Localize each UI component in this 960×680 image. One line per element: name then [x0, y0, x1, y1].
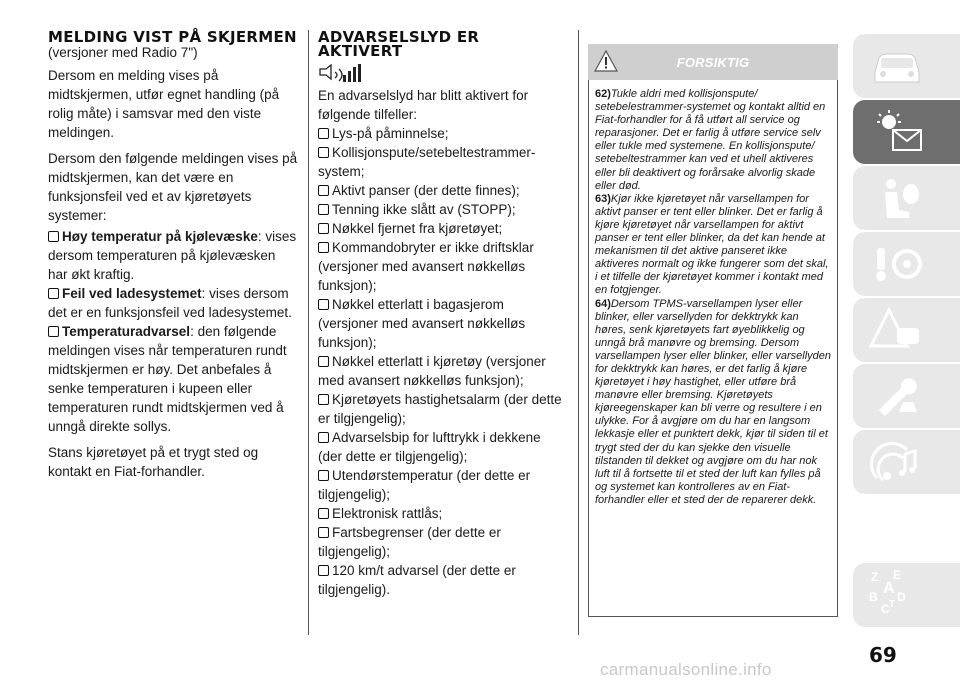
warning-note-64 [595, 298, 831, 508]
heading-advarselslyd: ADVARSELSLYD ER AKTIVERT [318, 28, 480, 60]
list-item [318, 561, 566, 599]
note-number: 62) [595, 88, 611, 100]
list-item [318, 219, 566, 238]
bullet-box-icon [318, 242, 329, 253]
bullet-box-icon [318, 204, 329, 215]
svg-text:T: T [889, 599, 896, 610]
car-icon [867, 42, 927, 90]
warning-note-62 [595, 88, 831, 193]
bullet-box-icon [318, 432, 329, 443]
bullet-box-icon [318, 565, 329, 576]
warning-note-63 [595, 193, 831, 298]
bullet-box-icon [318, 147, 329, 158]
note-text: Tukle aldri med kollisjonspute/ setebelestrammer-systemet og kontakt alltid en Fiat-forhandler for å få utført all service og reparasjoner. Det er farlig å utføre service selv eller tukle med systemene. En kollisjonspute/ setebeltestrammer kan ved et uhell aktiveres eller bli deaktivert og forårsake alvorlig skade eller død. [595, 88, 826, 192]
tab-safety[interactable] [853, 166, 960, 230]
item-text: Utendørstemperatur (der dette er tilgjengelig); [318, 468, 531, 502]
item-text: Aktivt panser (der dette finnes); [332, 183, 520, 198]
item-title: Feil ved ladesystemet [62, 286, 202, 301]
paragraph-stop-vehicle: Stans kjøretøyet på et trygt sted og kontakt en Fiat-forhandler. [48, 445, 259, 479]
list-item [318, 390, 566, 428]
item-text: Kollisjonspute/setebeltestrammer-system; [318, 145, 536, 179]
bullet-box-icon [318, 527, 329, 538]
bullet-box-icon [318, 299, 329, 310]
item-text: Elektronisk rattlås; [332, 506, 443, 521]
list-item [318, 466, 566, 504]
item-text: Kjøretøyets hastighetsalarm (der dette er tilgjengelig); [318, 392, 562, 426]
bullet-box-icon [318, 508, 329, 519]
paragraph-sound-intro: En advarselslyd har blitt aktivert for følgende tilfeller: [318, 88, 529, 122]
note-number: 64) [595, 297, 611, 310]
bullet-box-icon [48, 288, 59, 299]
list-item [318, 295, 566, 352]
tab-multimedia[interactable] [853, 430, 960, 494]
item-text: : vises dersom det er en funksjonsfeil ved ladesystemet. [48, 286, 292, 320]
warning-title: FORSIKTIG [676, 55, 750, 70]
item-text: Nøkkel etterlatt i bagasjerom (versjoner med avansert nøkkelløs funksjon); [318, 297, 526, 350]
list-item [318, 181, 566, 200]
warning-body [588, 80, 838, 617]
svg-text:A: A [883, 580, 895, 597]
item-text: Kommandobryter er ikke driftsklar (versjoner med avansert nøkkelløs funksjon); [318, 240, 534, 293]
svg-text:Z: Z [871, 570, 879, 584]
page-number: 69 [869, 643, 897, 667]
svg-text:E: E [893, 568, 902, 582]
paragraph-systems: Dersom den følgende meldingen vises på midtskjermen, kan det være en funksjonsfeil ved et av kjøretøyets systemer: [48, 151, 298, 223]
index-alphabet-icon [867, 567, 947, 619]
list-item [318, 124, 566, 143]
sound-case-list [318, 124, 566, 599]
column-melding [48, 30, 298, 488]
watermark: carmanualsonline.info [600, 660, 772, 679]
bullet-box-icon [318, 128, 329, 139]
column-advarselslyd [318, 30, 566, 599]
item-title: Høy temperatur på kjølevæske [62, 229, 258, 244]
item-text: 120 km/t advarsel (der dette er tilgjengelig). [318, 563, 516, 597]
warning-lights-envelope-icon [867, 108, 927, 156]
wrench-car-icon [867, 372, 927, 420]
item-text: Tenning ikke slått av (STOPP); [332, 202, 516, 217]
svg-text:B: B [869, 590, 878, 604]
bullet-box-icon [318, 356, 329, 367]
item-text: : den følgende meldingen vises når temperaturen rundt midtskjermen er høy. Det anbefales å senke temperaturen i kupeen eller temperaturen rundt midtskjermen ved å unngå direkte sollys. [48, 324, 287, 434]
item-text: Nøkkel etterlatt i kjøretøy (versjoner med avansert nøkkelløs funksjon); [318, 354, 546, 388]
item-text: Lys-på påminnelse; [332, 126, 449, 141]
tab-maintenance[interactable] [853, 364, 960, 428]
item-text: Fartsbegrenser (der dette er tilgjengelig); [318, 525, 501, 559]
warning-header [588, 44, 838, 80]
key-steering-wheel-icon [867, 240, 927, 288]
list-item [318, 143, 566, 181]
bullet-box-icon [318, 223, 329, 234]
tab-warning-lights[interactable] [853, 100, 960, 164]
list-item [318, 428, 566, 466]
tab-emergency[interactable] [853, 298, 960, 362]
seat-airbag-icon [867, 174, 927, 222]
tab-car[interactable] [853, 34, 960, 98]
list-item [318, 352, 566, 390]
list-item [48, 284, 298, 322]
column-divider [578, 30, 579, 635]
bullet-box-icon [48, 326, 59, 337]
warning-box [588, 44, 838, 617]
item-text: : vises dersom temperaturen på kjølevæsken har økt kraftig. [48, 229, 297, 282]
list-item [318, 200, 566, 219]
svg-text:C: C [881, 602, 890, 616]
column-divider [308, 30, 309, 635]
bullet-box-icon [318, 185, 329, 196]
note-text: Kjør ikke kjøretøyet når varsellampen for aktivt panser er tent eller blinker. Det er farlig å kjøre kjøretøyet når varsellampen for aktivt panser er tent eller blinker, da det kan hende at mekanismen til det aktive panseret ikke aktiveres normalt og ikke fungerer som det skal, i et tilfelle der kjøretøyet kommer i kontakt med en fotgjenger. [595, 192, 829, 297]
list-item [48, 227, 298, 284]
item-text: Nøkkel fjernet fra kjøretøyet; [332, 221, 503, 236]
item-title: Temperaturadvarsel [62, 324, 191, 339]
bullet-box-icon [48, 231, 59, 242]
breakdown-warning-icon [867, 306, 927, 354]
music-navigation-icon [867, 438, 927, 486]
bullet-box-icon [318, 394, 329, 405]
subheading-radio-versions: (versjoner med Radio 7") [48, 45, 198, 60]
list-item [318, 504, 566, 523]
list-item [48, 322, 298, 436]
tab-index[interactable] [853, 563, 960, 627]
heading-melding-vist: MELDING VIST PÅ SKJERMEN [48, 28, 297, 46]
speaker-icon [318, 64, 566, 84]
note-number: 63) [595, 192, 611, 205]
tab-starting-driving[interactable] [853, 232, 960, 296]
note-text: Dersom TPMS-varsellampen lyser eller blinker, eller varsellyden for dekktrykk kan høres, senk kjøretøyets fart øyeblikkelig og unngå brå manøvre og bremsing. Dersom varsellampen lyser eller blinker, eller varsellyden for dekktrykk kan høres, er det farlig å kjøre kjøretøyet i høy hastighet, eller utføre brå manøvre eller bremsing. Kjøretøyets kjøreegenskaper kan bli verre og resultere i en ulykke. For å avgjøre om du har en langsom lekkasje eller et punktert dekk, kjør til siden til et trygt sted der du kan sjekke den visuelle tilstanden til dekket og avgjøre om du har nok luft til å fortsette til et sted der luft kan fylles på og systemet kan kontrolleres av en Fiat-forhandler eller et sted der de reparerer dekk. [595, 297, 831, 506]
bullet-box-icon [318, 470, 329, 481]
item-text: Advarselsbip for lufttrykk i dekkene (der dette er tilgjengelig); [318, 430, 541, 464]
list-item [318, 238, 566, 295]
list-item [318, 523, 566, 561]
paragraph-intro: Dersom en melding vises på midtskjermen, utfør egnet handling (på rolig måte) i samsvar med den viste meldingen. [48, 68, 280, 140]
svg-text:D: D [897, 590, 906, 604]
